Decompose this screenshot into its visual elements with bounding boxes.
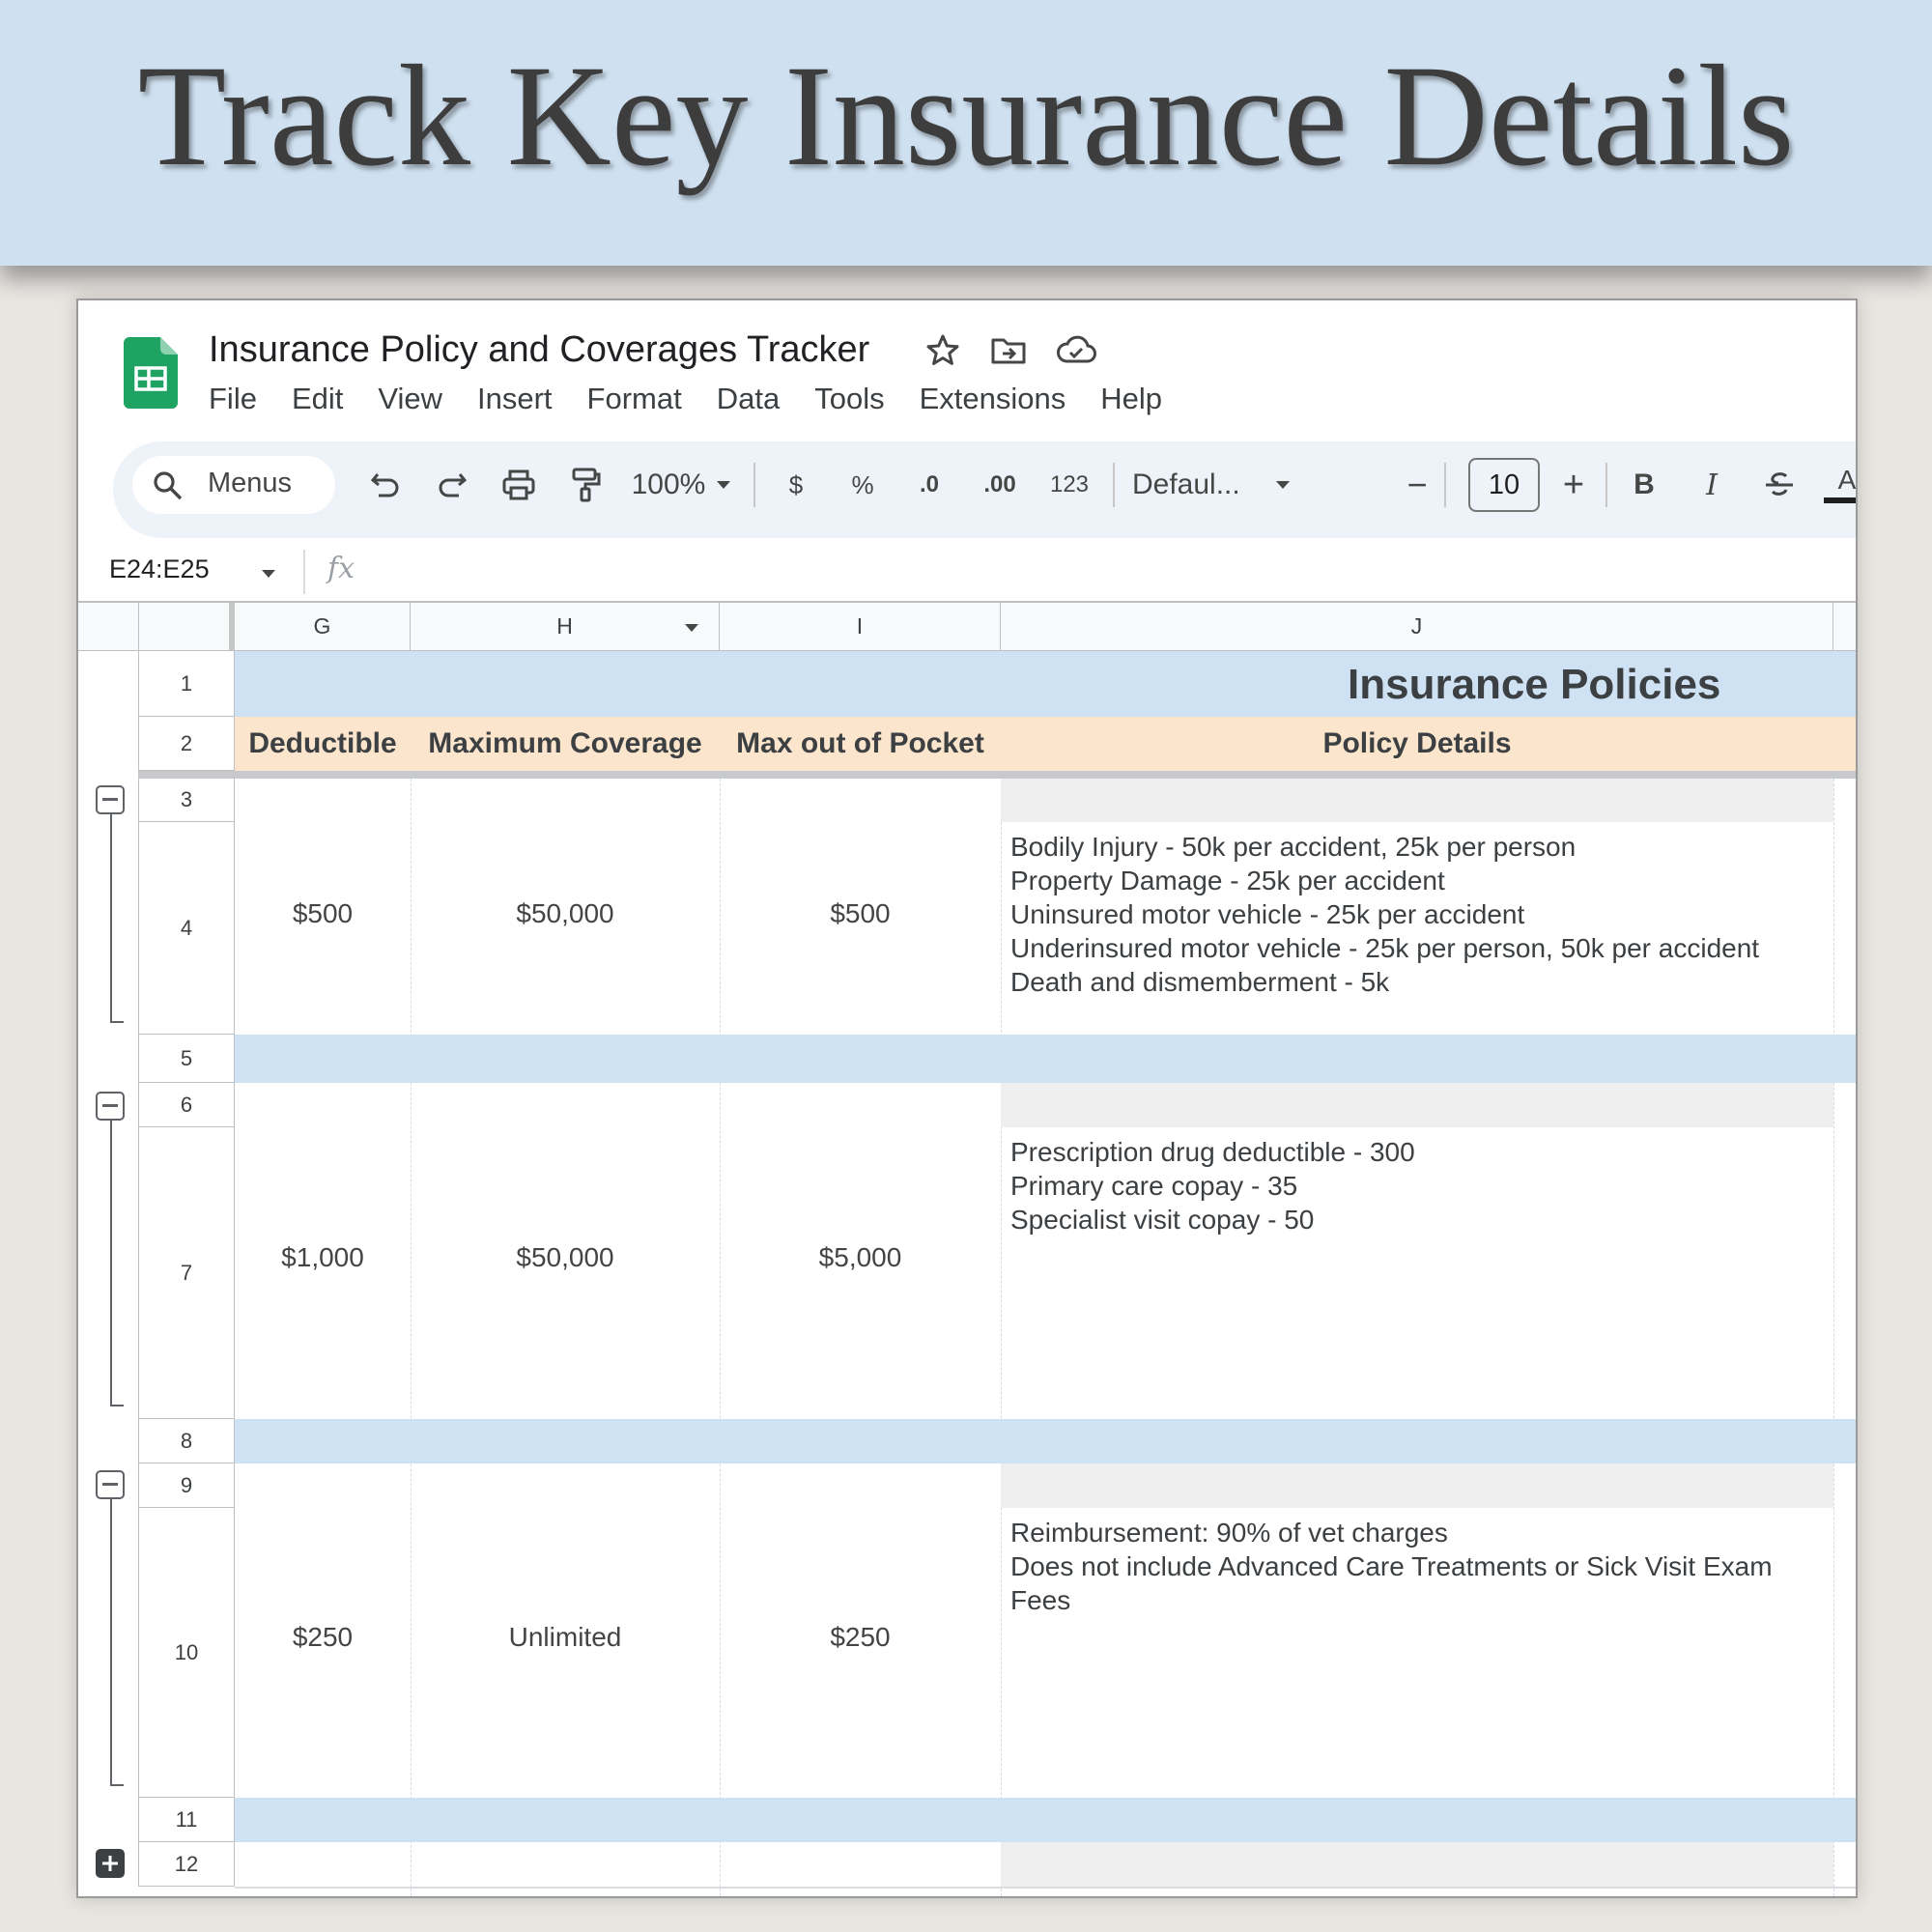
- header-maximum-coverage[interactable]: Maximum Coverage: [428, 727, 702, 759]
- zoom-select[interactable]: 100%: [631, 469, 706, 500]
- policy-3-max-oop[interactable]: $250: [830, 1622, 891, 1652]
- formula-bar-divider: [303, 550, 305, 594]
- group-outline: [110, 1499, 112, 1784]
- select-all-corner[interactable]: [138, 603, 235, 651]
- move-to-folder-icon[interactable]: [989, 331, 1028, 370]
- toolbar-divider: [1113, 463, 1115, 507]
- toolbar-divider: [753, 463, 755, 507]
- frozen-rows-divider[interactable]: [138, 771, 1856, 779]
- paint-format-icon[interactable]: [561, 461, 610, 509]
- row-header-1[interactable]: 1: [138, 651, 235, 717]
- header-policy-details[interactable]: Policy Details: [1322, 727, 1512, 759]
- header-deductible[interactable]: Deductible: [248, 727, 397, 759]
- toolbar-divider: [1444, 463, 1446, 507]
- group-outline: [110, 814, 112, 1021]
- row-border: [235, 1887, 1856, 1889]
- row-header-10[interactable]: 10: [138, 1508, 235, 1798]
- row-group-gutter: [78, 651, 138, 1896]
- document-title[interactable]: Insurance Policy and Coverages Tracker: [209, 329, 870, 370]
- increase-decimal-button[interactable]: .00: [983, 471, 1016, 497]
- bold-button[interactable]: B: [1634, 469, 1655, 500]
- column-header-next[interactable]: [1833, 603, 1856, 651]
- policy-name-cell[interactable]: [1001, 779, 1833, 822]
- policy-2-details[interactable]: [1001, 1127, 1833, 1419]
- title-band-cell[interactable]: [235, 651, 1856, 717]
- font-size-input[interactable]: 10: [1468, 458, 1540, 512]
- sheet-title: Insurance Policies: [1348, 661, 1721, 708]
- column-header-g[interactable]: G: [235, 603, 411, 651]
- fx-icon: fx: [327, 552, 355, 585]
- toolbar: [113, 441, 1858, 538]
- expand-group-icon[interactable]: [96, 1849, 125, 1878]
- text-color-button[interactable]: [1821, 461, 1858, 509]
- italic-button[interactable]: I: [1706, 468, 1718, 502]
- menu-data[interactable]: Data: [716, 382, 781, 415]
- menu-file[interactable]: File: [209, 382, 257, 415]
- name-box[interactable]: E24:E25: [109, 554, 210, 583]
- zoom-dropdown-icon[interactable]: [709, 461, 738, 509]
- text-color-label: A: [1837, 465, 1857, 495]
- redo-icon[interactable]: [428, 461, 476, 509]
- detail-line: Reimbursement: 90% of vet charges: [1010, 1518, 1448, 1548]
- policy-1-max-oop[interactable]: $500: [830, 898, 891, 928]
- currency-format-button[interactable]: $: [788, 469, 804, 499]
- policy-1-deductible[interactable]: $500: [292, 898, 354, 928]
- group-outline-end: [110, 1405, 124, 1406]
- text-color-swatch: [1824, 497, 1858, 503]
- row-header-7[interactable]: 7: [138, 1127, 235, 1419]
- policy-2-deductible[interactable]: $1,000: [281, 1242, 364, 1272]
- collapse-group-icon[interactable]: [96, 785, 125, 814]
- font-dropdown-icon[interactable]: [1268, 461, 1297, 509]
- policy-1-details[interactable]: [1001, 822, 1833, 1035]
- row-header-9[interactable]: 9: [138, 1463, 235, 1508]
- column-border: [1833, 779, 1834, 1896]
- collapse-group-icon[interactable]: [96, 1470, 125, 1499]
- detail-line: Does not include Advanced Care Treatments or Sick Visit Exam: [1010, 1551, 1773, 1581]
- separator-band[interactable]: [235, 1035, 1856, 1083]
- menu-format[interactable]: Format: [586, 382, 682, 415]
- detail-line: Death and dismemberment - 5k: [1010, 967, 1390, 997]
- detail-line: Primary care copay - 35: [1010, 1171, 1298, 1201]
- banner-title: Track Key Insurance Details: [137, 36, 1795, 196]
- separator-band[interactable]: [235, 1419, 1856, 1463]
- print-icon[interactable]: [495, 461, 543, 509]
- policy-name-cell[interactable]: [1001, 1083, 1833, 1127]
- policy-2-max-coverage[interactable]: $50,000: [516, 1242, 614, 1272]
- menu-bar: [209, 382, 1162, 416]
- decrease-font-size-button[interactable]: −: [1406, 465, 1428, 504]
- gutter-header: [78, 603, 138, 651]
- menu-search-box[interactable]: [132, 456, 335, 514]
- detail-line: Property Damage - 25k per accident: [1010, 866, 1445, 895]
- header-max-out-of-pocket[interactable]: Max out of Pocket: [736, 727, 984, 759]
- row-header-11[interactable]: 11: [138, 1798, 235, 1842]
- more-formats-button[interactable]: 123: [1049, 471, 1090, 497]
- row-header-6[interactable]: 6: [138, 1083, 235, 1127]
- column-header-j[interactable]: J: [1001, 603, 1833, 651]
- group-outline-end: [110, 1784, 124, 1786]
- policy-name-cell[interactable]: [1001, 1463, 1833, 1508]
- star-icon[interactable]: [923, 331, 962, 370]
- search-icon: [152, 469, 185, 502]
- collapse-group-icon[interactable]: [96, 1092, 125, 1121]
- menu-edit[interactable]: Edit: [291, 382, 344, 415]
- policy-3-details[interactable]: [1001, 1508, 1833, 1798]
- group-outline-end: [110, 1021, 124, 1023]
- row-header-3[interactable]: 3: [138, 779, 235, 822]
- detail-line: Prescription drug deductible - 300: [1010, 1137, 1415, 1167]
- policy-2-max-oop[interactable]: $5,000: [818, 1242, 902, 1272]
- sheets-logo-icon[interactable]: [124, 337, 178, 409]
- name-box-dropdown-icon[interactable]: [260, 567, 277, 584]
- undo-icon[interactable]: [361, 461, 410, 509]
- policy-1-max-coverage[interactable]: $50,000: [516, 898, 614, 928]
- menu-extensions[interactable]: Extensions: [919, 382, 1066, 415]
- row-header-12[interactable]: 12: [138, 1842, 235, 1887]
- strikethrough-icon[interactable]: [1755, 461, 1804, 509]
- toolbar-divider: [1605, 463, 1607, 507]
- separator-band[interactable]: [235, 1798, 1856, 1842]
- row-header-2[interactable]: 2: [138, 717, 235, 771]
- policy-3-deductible[interactable]: $250: [292, 1622, 354, 1652]
- column-h-letter: H: [556, 613, 573, 639]
- detail-line: Underinsured motor vehicle - 25k per person, 50k per accident: [1010, 933, 1760, 963]
- row-header-4[interactable]: 4: [138, 822, 235, 1035]
- menu-tools[interactable]: Tools: [814, 382, 885, 415]
- policy-3-max-coverage[interactable]: Unlimited: [508, 1622, 622, 1652]
- percent-format-button[interactable]: %: [851, 469, 874, 499]
- detail-line: Bodily Injury - 50k per accident, 25k per person: [1010, 832, 1577, 862]
- decrease-decimal-button[interactable]: .0: [919, 471, 939, 497]
- column-header-i[interactable]: I: [720, 603, 1001, 651]
- group-outline: [110, 1121, 112, 1405]
- menu-insert[interactable]: Insert: [477, 382, 553, 415]
- detail-line: Fees: [1010, 1585, 1071, 1615]
- row-header-5[interactable]: 5: [138, 1035, 235, 1083]
- column-menu-dropdown-icon[interactable]: [684, 623, 699, 633]
- spreadsheet-window: [76, 298, 1858, 1898]
- increase-font-size-button[interactable]: +: [1562, 464, 1585, 505]
- cloud-saved-icon[interactable]: [1055, 331, 1094, 370]
- policy-name-cell[interactable]: [1001, 1842, 1833, 1887]
- detail-line: Specialist visit copay - 50: [1010, 1205, 1315, 1235]
- detail-line: Uninsured motor vehicle - 25k per accident: [1010, 899, 1525, 929]
- menu-search-label: Menus: [208, 468, 293, 498]
- font-family-select[interactable]: Defaul...: [1132, 469, 1240, 500]
- column-header-h[interactable]: [411, 603, 720, 651]
- menu-help[interactable]: Help: [1100, 382, 1162, 415]
- menu-view[interactable]: View: [378, 382, 443, 415]
- banner: [0, 0, 1932, 266]
- row-header-8[interactable]: 8: [138, 1419, 235, 1463]
